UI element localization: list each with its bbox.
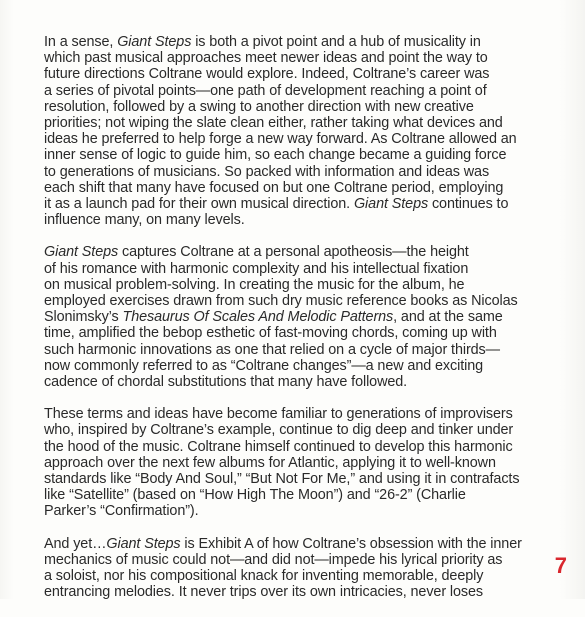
text-line — [44, 34, 564, 50]
text-run: influence many, on many levels. — [44, 212, 245, 229]
text-line — [44, 568, 564, 584]
text-run: continues to — [428, 196, 509, 213]
text-run: resolution, followed by a swing to another direction with new creative — [44, 98, 474, 115]
text-line — [44, 212, 564, 228]
text-run: the hood of the music. Coltrane himself continued to develop this harmonic — [44, 438, 513, 455]
text-run: Slonimsky’s — [44, 309, 123, 326]
text-run: it as a launch pad for their own musical direction. — [44, 196, 354, 213]
text-line — [44, 422, 564, 438]
text-line — [44, 325, 564, 341]
text-line — [44, 244, 564, 260]
text-run: And yet… — [44, 535, 107, 552]
text-run: approach over the next few albums for Atlantic, applying it to well-known — [44, 454, 496, 471]
italic-title-text: Giant Steps — [106, 535, 181, 552]
text-line — [44, 261, 564, 277]
body-text — [44, 34, 564, 617]
text-line — [44, 115, 564, 131]
text-line — [44, 342, 564, 358]
text-run: now commonly referred to as “Coltrane changes”—a new and exciting — [44, 357, 484, 374]
text-line — [44, 439, 564, 455]
text-run: standards like “Body And Soul,” “But Not For Me,” and using it in contrafacts — [44, 471, 520, 488]
paragraph — [44, 406, 564, 519]
italic-title-text: Giant Steps — [117, 34, 192, 50]
text-line — [44, 455, 564, 471]
text-run: on musical problem-solving. In creating the music for the album, he — [44, 276, 465, 293]
text-line — [44, 180, 564, 196]
text-line — [44, 358, 564, 374]
text-run: ideas he preferred to help forge a new way forward. As Coltrane allowed an — [44, 131, 517, 148]
paragraph — [44, 536, 564, 601]
text-run: These terms and ideas have become familiar to generations of improvisers — [44, 406, 513, 423]
text-line — [44, 309, 564, 325]
text-line — [44, 147, 564, 163]
text-run: employed exercises drawn from such dry music reference books as Nicolas — [44, 293, 518, 310]
text-line — [44, 293, 564, 309]
text-line — [44, 99, 564, 115]
text-run: mechanics of music could not—and did not—impede his lyrical priority as — [44, 551, 503, 568]
text-run: who, inspired by Coltrane’s example, continue to dig deep and tinker under — [44, 422, 514, 439]
text-line — [44, 487, 564, 503]
text-line — [44, 406, 564, 422]
text-run: a soloist, nor his compositional knack for inventing memorable, deeply — [44, 568, 484, 585]
text-run: to generations of musicians. So packed with information and ideas was — [44, 163, 490, 180]
text-line — [44, 471, 564, 487]
text-run: is both a pivot point and a hub of musicality in — [191, 34, 481, 50]
text-line — [44, 552, 564, 568]
text-run: Parker’s “Confirmation”). — [44, 503, 199, 520]
text-line — [44, 164, 564, 180]
text-run: time, amplified the bebop esthetic of fast-moving chords, coming up with — [44, 325, 497, 342]
text-run: of his romance with harmonic complexity and his intellectual fixation — [44, 260, 469, 277]
paragraph — [44, 34, 564, 228]
text-run: is Exhibit A of how Coltrane’s obsession with the inner — [180, 535, 522, 552]
text-line — [44, 196, 564, 212]
text-run: which past musical approaches meet newer ideas and point the way to — [44, 50, 488, 67]
text-run: In a sense, — [44, 34, 118, 50]
text-line — [44, 503, 564, 519]
text-line — [44, 66, 564, 82]
italic-title-text: Giant Steps — [44, 244, 119, 261]
italic-title-text: Thesaurus Of Scales And Melodic Patterns — [122, 309, 394, 326]
text-run: future directions Coltrane would explore. Indeed, Coltrane’s career was — [44, 66, 490, 83]
text-run: like “Satellite” (based on “How High The Moon”) and “26-2” (Charlie — [44, 487, 466, 504]
text-run: , and at the same — [393, 309, 503, 326]
text-line — [44, 277, 564, 293]
text-line — [44, 50, 564, 66]
text-line — [44, 131, 564, 147]
text-run: inner sense of logic to guide him, so each change became a guiding force — [44, 147, 507, 164]
text-line — [44, 374, 564, 390]
text-run: priorities; not wiping the slate clean either, rather taking what devices and — [44, 115, 503, 132]
text-run: such harmonic innovations as one that relied on a cycle of major thirds— — [44, 341, 500, 358]
text-line — [44, 536, 564, 552]
italic-title-text: Giant Steps — [353, 196, 429, 213]
text-run: entrancing melodies. It never trips over its own intricacies, never loses — [44, 584, 484, 601]
text-line — [44, 584, 564, 600]
text-run: a series of pivotal points—one path of development reaching a point of — [44, 82, 487, 99]
paragraph — [44, 244, 564, 390]
text-run: captures Coltrane at a personal apotheosis—the height — [118, 244, 469, 261]
text-run: cadence of chordal substitutions that many have followed. — [44, 374, 408, 391]
text-line — [44, 83, 564, 99]
text-run: each shift that many have focused on but one Coltrane period, employing — [44, 179, 504, 196]
page-number: 7 — [554, 553, 567, 578]
